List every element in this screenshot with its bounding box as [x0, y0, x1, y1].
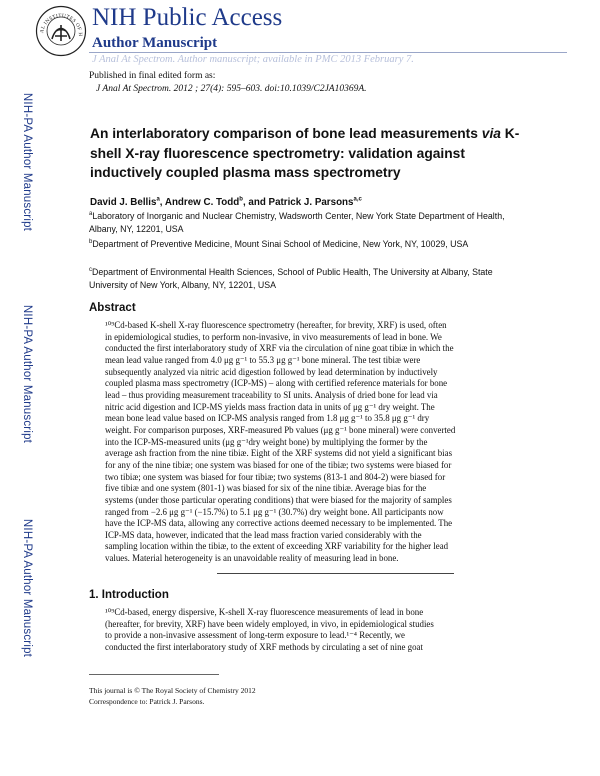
author-manuscript-label: Author Manuscript	[92, 35, 218, 51]
author-name: Andrew C. Todd	[164, 197, 240, 208]
abstract-line: mean lead value ranged from 4.0 μg g⁻¹ to 55.3 μg g⁻¹ bone mineral. The test tibiæ were	[105, 354, 421, 365]
abstract-line: have the ICP-MS data, allowing any corrective actions deemed necessary to be implemented. The	[105, 518, 453, 529]
abstract-line: ¹⁰⁹Cd-based K-shell X-ray fluorescence spectrometry (hereafter, for brevity, XRF) is used, often	[105, 320, 447, 330]
author-name: Patrick J. Parsons	[268, 197, 354, 208]
abstract-line: five tibiæ and one system (801-1) was biased for six of the nine tibiæ. Average bias for the	[105, 483, 427, 494]
author-name: David J. Bellis	[90, 197, 157, 208]
affiliation-a: $^a$Laboratory of Inorganic and Nuclear Chemistry, Wadsworth Center, New York State Department of Health, Albany, NY, 12201, USA	[89, 211, 505, 234]
abstract-line: nitric acid digestion and ICP-MS yields mass fraction data in units of μg g⁻¹ dry weight. The	[105, 401, 435, 412]
abstract-line: lead – thus providing measurement traceability to SI units. Analysis of dried bone for lead via	[105, 389, 438, 400]
author-list: David J. Bellis$^a$, Andrew C. Todd$^b$, and Patrick J. Parsons$^{a,c}$	[90, 196, 362, 208]
side-label-2: NIH-PA Author Manuscript	[21, 304, 33, 444]
abstract-line: sampling location within the tibiæ, to the extent of exceeding XRF variability for the higher lead	[105, 541, 449, 552]
abstract-line: weight. For comparison purposes, XRF-measured Pb values (μg g⁻¹ bone mineral) were converted	[105, 424, 456, 435]
introduction-heading: 1. Introduction	[89, 589, 169, 601]
citation-line: J Anal At Spectrom. 2012 ; 27(4): 595–603. doi:10.1039/C2JA10369A.	[96, 84, 367, 94]
published-form-note: Published in final edited form as:	[89, 71, 216, 81]
side-label-3: NIH-PA Author Manuscript	[21, 518, 33, 658]
intro-line: (hereafter, for brevity, XRF) have been widely employed, in vivo, in epidemiological studies	[105, 618, 434, 629]
intro-line: conducted the first interlaboratory study of XRF methods by circulating a set of nine goat	[105, 641, 423, 652]
article-title: An interlaboratory comparison of bone lead measurements via K-shell X-ray fluorescence spectrometry: validation against inductively coupled plasma mass spectrometry	[90, 126, 520, 180]
introduction-body	[105, 607, 519, 654]
abstract-line: mean bone lead value based on ICP-MS analysis ranged from 1.8 μg g⁻¹ to 35.8 μg g⁻¹ dry	[105, 413, 430, 424]
svg-text:NATIONAL INSTITUTES OF HEALTH: AL INSTITUTES OF H	[39, 12, 84, 37]
abstract-line: ICP-MS data, however, indicated that the lead mass fraction varied considerably with the	[105, 529, 422, 540]
nih-seal-logo	[35, 5, 87, 57]
affiliation-b: $^b$Department of Preventive Medicine, Mount Sinai School of Medicine, New York, NY, 10029, USA	[89, 239, 469, 249]
nih-public-access-title: NIH Public Access	[92, 4, 283, 31]
abstract-line: subsequently analyzed via nitric acid digestion followed by lead determination by inductively	[105, 366, 438, 377]
footnote-rule	[89, 674, 219, 675]
journal-availability-line: J Anal At Spectrom. Author manuscript; available in PMC 2013 February 7.	[92, 54, 414, 65]
abstract-line: two tibiæ; one system was biased for four tibiæ; two systems (813-1 and 804-2) were biased for	[105, 471, 446, 482]
abstract-line: systems (under those particular operating conditions) that were biased for the majority of samples	[105, 494, 452, 505]
abstract-line: average ash fraction from the nine tibiæ. Eight of the XRF systems did not yield a significant bias	[105, 448, 453, 459]
abstract-body	[105, 320, 519, 565]
correspondence-note: Correspondence to: Patrick J. Parsons.	[89, 697, 205, 706]
abstract-line: values. Material heterogeneity is an unavoidable reality of measuring lead in bone.	[105, 553, 399, 564]
intro-line: to provide a non-invasive assessment of long-term exposure to lead.¹⁻⁴ Recently, we	[105, 630, 405, 641]
abstract-line: in epidemiological studies, to perform non-invasive, in vivo measurements of lead in bone. We	[105, 331, 442, 342]
abstract-heading: Abstract	[89, 302, 136, 314]
abstract-line: ranged from −2.6 μg g⁻¹ (−15.7%) to 5.1 μg g⁻¹ (30.7%) dry weight bone. All participants now	[105, 506, 444, 517]
abstract-line: conducted the first interlaboratory study of XRF via the circulation of nine goat tibiæ in which the	[105, 343, 454, 354]
intro-line: ¹⁰⁹Cd-based, energy dispersive, K-shell X-ray fluorescence measurements of lead in bone	[105, 607, 424, 617]
abstract-line: coupled plasma mass spectrometry (ICP-MS) – along with certified reference materials for bone	[105, 378, 448, 389]
copyright-note: This journal is © The Royal Society of Chemistry 2012	[89, 686, 256, 695]
header-rule	[89, 52, 567, 53]
abstract-line: into the ICP-MS-measured units (μg g⁻¹dry weight bone) by multiplying the former by the	[105, 436, 428, 447]
side-label-1: NIH-PA Author Manuscript	[21, 92, 33, 232]
section-divider	[217, 573, 454, 574]
affiliation-c: $^c$Department of Environmental Health Sciences, School of Public Health, The University at Albany, State University of New York, Albany, NY, 12201, USA	[89, 267, 493, 290]
abstract-line: for any of the nine tibiæ; one system was biased for one of the tibiæ; two systems were biased for	[105, 459, 452, 470]
